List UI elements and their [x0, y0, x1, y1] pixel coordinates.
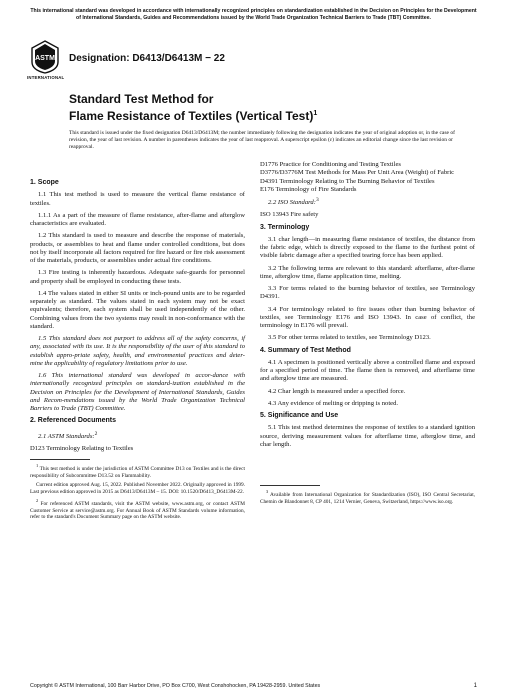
para-5-1: 5.1 This test method determines the response of textiles to a standard ignition source, deriving measurement values for afterflame time, afterglow time, and char length.	[260, 424, 475, 448]
title-line-2: Flame Resistance of Textiles (Vertical Test)$^1$	[69, 108, 318, 123]
ref-e176: E176 Terminology of Fire Standards	[260, 185, 357, 193]
astm-logo-icon	[30, 40, 60, 74]
para-4-3: 4.3 Any evidence of melting or dripping is noted.	[268, 399, 399, 407]
title-footnote-mark: 1	[313, 109, 318, 117]
svg-text:ASTM: ASTM	[35, 55, 55, 62]
ref-d1776: D1776 Practice for Conditioning and Testing Textiles	[260, 161, 401, 168]
footnote-divider-right	[260, 485, 320, 486]
para-3-5: 3.5 For other terms related to textiles, see Terminology D123.	[268, 334, 431, 342]
page-number: 1	[473, 683, 477, 689]
ref-d4391: D4391 Terminology Relating to The Burning Behavior of Textiles	[260, 177, 435, 185]
footnote-2: $^2$ For referenced ASTM standards, visit the ASTM website, www.astm.org, or contact ASTM Customer Service at service@astm.org. For Annual Book of ASTM Standards volume information, refer to the standard's Document Summary page on the ASTM website.	[30, 498, 246, 521]
para-3-1: 3.1 char length—in measuring flame resistance of textiles, the distance from the fabric edge, which is directly exposed to the flame to the furthest point of visible fabric damage after a specified tearing force has been applied.	[260, 235, 475, 260]
right-column	[260, 161, 475, 508]
designation: Designation: D6413/D6413M − 22	[69, 53, 225, 64]
para-3-4: 3.4 For terminology related to fire issues other than burning behavior of textiles, see Terminology E176 and ISO 13943. In case of conflict, the terminology in E176 will prevail.	[260, 305, 475, 330]
footnote-3: $^3$ Available from International Organization for Standardization (ISO), ISO Central Secretariat, Chemin de Blandonnet 8, CP 401, 1214 Vernier, Geneva, Switzerland, https://www.iso.org.	[260, 489, 475, 505]
para-1-2: 1.2 This standard is used to measure and describe the response of materials, products, or assemblies to heat and flame under controlled conditions, but does not by itself incorporate all factors required for fire hazard or fire risk assessment of the materials, products, or assemblies under actual fire conditions.	[30, 232, 245, 264]
para-2-2: 2.2 ISO Standard:$^3$	[268, 197, 319, 207]
footnote-1b: Current edition approved Aug. 15, 2022. Published November 2022. Originally approved in 1999. Last previous edition approved in 2015 as D6413/D6413M – 15. DOI: 10.1520/D6413_D6413M-22.	[30, 482, 245, 495]
para-1-5: 1.5 This standard does not purport to address all of the safety concerns, if any, associated with its use. It is the responsibility of the user of this standard to establish appro-priate safety, health, and environmental practices and deter-mine the applicability of regulatory limitations prior to use.	[30, 335, 245, 367]
ref-d3776: D3776/D3776M Test Methods for Mass Per Unit Area (Weight) of Fabric	[260, 169, 455, 177]
para-1-6: 1.6 This international standard was developed in accor-dance with internationally recognized principles on standard-ization established in the Decision on Principles for the Development of International Standards, Guides and Recom-mendations issued by the World Trade Organization Technical Barriers to Trade (TBT) Committee.	[30, 372, 245, 412]
para-1-4: 1.4 The values stated in either SI units or inch-pound units are to be regarded separately as standard. The values stated in each system may not be exact equivalents; therefore, each system shall be used independently of the other. Combining values from the two systems may result in non-conformance with the standard.	[30, 289, 245, 330]
left-column	[30, 175, 245, 524]
para-4-2: 4.2 Char length is measured under a specified force.	[268, 387, 406, 395]
document-title	[69, 92, 469, 123]
para-1-3: 1.3 Fire testing is inherently hazardous. Adequate safe-guards for personnel and property shall be employed in conducting these tests.	[30, 269, 245, 285]
para-4-1: 4.1 A specimen is positioned vertically above a controlled flame and exposed for a specified period of time. The flame then is removed, and afterflame time and afterglow time are measured.	[260, 358, 475, 383]
para-1-1: 1.1 This test method is used to measure the vertical flame resistance of textiles.	[30, 191, 245, 207]
title-line-1: Standard Test Method for	[69, 92, 214, 106]
para-1-1-1: 1.1.1 As a part of the measure of flame resistance, after-flame and afterglow characteristics are evaluated.	[30, 211, 245, 227]
section-3-heading: 3. Terminology	[260, 223, 310, 231]
section-4-heading: 4. Summary of Test Method	[260, 346, 351, 354]
wto-notice: This international standard was developed in accordance with internationally recognized principles on standardization established in the Decision on Principles for the Development of International Standards, Guides and Recommendations issued by the World Trade Organization Technical Barriers to Trade (TBT) Committee.	[30, 8, 477, 21]
logo-caption: INTERNATIONAL	[27, 75, 65, 80]
para-3-3: 3.3 For terms related to the burning behavior of textiles, see Terminology D4391.	[260, 285, 475, 301]
footnote-divider	[30, 459, 90, 460]
section-1-heading: 1. Scope	[30, 179, 59, 186]
para-3-2: 3.2 The following terms are relevant to this standard: afterflame, after-flame time, afterglow time, flame application time, melting.	[260, 264, 475, 280]
footnote-1a: $^1$ This test method is under the jurisdiction of ASTM Committee D13 on Textiles and is the direct responsibility of Subcommittee D13.52 on Flammability.	[30, 463, 245, 479]
copyright-footer: Copyright © ASTM International, 100 Barr Harbor Drive, PO Box C700, West Conshohocken, PA 19428-2959. United States	[30, 683, 321, 689]
para-2-1: 2.1 ASTM Standards:$^2$	[38, 430, 98, 440]
ref-iso-13943: ISO 13943 Fire safety	[260, 211, 319, 219]
section-5-heading: 5. Significance and Use	[260, 412, 339, 420]
section-2-heading: 2. Referenced Documents	[30, 417, 116, 425]
ref-d123: D123 Terminology Relating to Textiles	[30, 444, 134, 452]
issue-note: This standard is issued under the fixed designation D6413/D6413M; the number immediately following the designation indicates the year of original adoption or, in the case of revision, the year of last revision. A number in parentheses indicates the year of last reapproval. A superscript epsilon (ε) indicates an editorial change since the last revision or reapproval.	[69, 130, 455, 150]
